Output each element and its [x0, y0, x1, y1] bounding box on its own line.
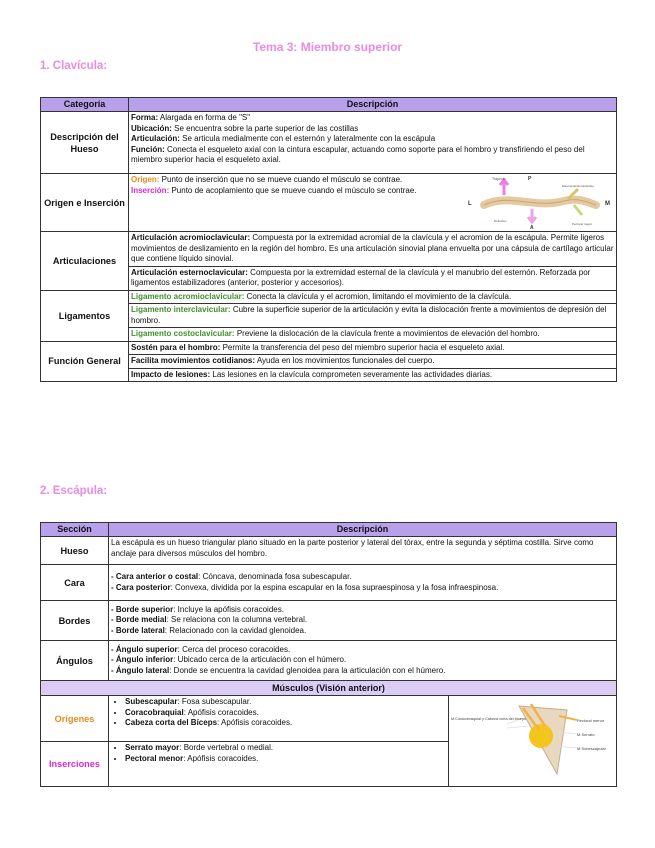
scapula-figure-cell	[449, 696, 617, 787]
cat-hueso: Hueso	[41, 537, 109, 565]
cat-bordes: Bordes	[41, 601, 109, 641]
list-item	[125, 697, 446, 708]
origen-text: Punto de inserción que no se mueve cuando el músculo se contrae.	[159, 175, 403, 184]
cat-cara: Cara	[41, 565, 109, 601]
sosten-label: Sostén para el hombro:	[131, 342, 221, 352]
insercion-label: Inserción:	[131, 185, 170, 195]
lig-acromio-text: Conecta la clavícula y el acromion, limitando el movimiento de la clavícula.	[244, 291, 512, 301]
fig-label-deltoides: Deltoides	[494, 219, 507, 223]
funcion-label: Función:	[131, 144, 165, 154]
serrato-label: Serrato mayor	[125, 743, 180, 753]
origenes-cell	[109, 696, 449, 742]
borde-lateral-text: : Relacionado con la cavidad glenoidea.	[164, 625, 307, 635]
fig-label-coracobraquial: M.Coracobraquial y Cabeza corta del bíceps	[451, 717, 526, 721]
cat-articulaciones: Articulaciones	[41, 232, 129, 291]
list-item	[125, 754, 446, 765]
funcion-lesiones	[129, 368, 617, 382]
cat-funcion-general: Función General	[41, 341, 129, 382]
ligamento-interclavicular	[129, 304, 617, 328]
pectoral-menor-text: : Apófisis coracoides.	[183, 753, 259, 763]
clavicula-table	[40, 97, 617, 382]
fig-label-esterno: Esternocleidomastoideo	[562, 184, 595, 188]
funcion-sosten	[129, 341, 617, 355]
lig-acromio-label: Ligamento acromioclavicular:	[131, 291, 245, 301]
fig-label-pectoral-menor: Pectoral menor	[577, 718, 605, 723]
header-descripcion-2: Descripción	[109, 523, 617, 537]
origen-label: Origen:	[131, 175, 160, 184]
borde-superior-label: - Borde superior	[111, 604, 174, 614]
subescapular-label: Subescapular	[125, 697, 178, 706]
fig-label-serrato: M.Serrato	[577, 732, 595, 737]
borde-superior-text: : Incluye la apófisis coracoides.	[173, 604, 284, 614]
section-heading-escapula: 2. Escápula:	[40, 485, 108, 497]
biceps-label: Cabeza corta del Bíceps	[125, 718, 218, 727]
art-esterno-label: Articulación esternoclavicular:	[131, 267, 248, 277]
header-seccion: Sección	[41, 523, 109, 537]
header-categoria: Categoría	[41, 98, 129, 112]
coracobraquial-text: : Apófisis coracoides.	[183, 707, 259, 717]
borde-lateral-label: - Borde lateral	[111, 625, 165, 635]
art-esterno-text: Compuesta por la extremidad esternal de la clavícula y el manubrio del esternón. Reforzada por ligamentos estabilizadores (anterior, posterior y accesorios).	[131, 267, 591, 287]
insercion-text: Punto de acoplamiento que se mueve cuando el músculo se contrae.	[169, 185, 417, 195]
articulacion-acromioclavicular	[129, 232, 617, 267]
fig-label-p: P	[528, 176, 532, 182]
ligamento-costoclavicular	[129, 328, 617, 342]
fig-label-pectoral: Pectoral mayor	[572, 222, 593, 226]
cat-angulos: Ángulos	[41, 641, 109, 681]
cara-posterior-text: : Convexa, dividida por la espina escapular en la fosa supraespinosa y la fosa infraespinosa.	[170, 582, 499, 592]
funcion-movimientos	[129, 355, 617, 369]
coracobraquial-label: Coracobraquial	[125, 707, 184, 717]
articulacion-label: Articulación:	[131, 134, 180, 143]
articulacion-esternoclavicular	[129, 266, 617, 290]
fig-label-trapecio: Trapecio	[492, 177, 506, 181]
scapula-muscle-diagram	[449, 696, 615, 782]
list-item	[125, 708, 446, 719]
cat-origen-insercion: Origen e Inserción	[41, 174, 129, 232]
ubicacion-label: Ubicación:	[131, 123, 172, 133]
lesiones-text: Las lesiones en la clavícula comprometen severamente las actividades diarias.	[210, 369, 493, 379]
angulo-lateral-text: : Donde se encuentra la cavidad glenoidea para la articulación con el húmero.	[169, 665, 446, 675]
fig-label-subescapular: M.Subescapular	[577, 746, 606, 751]
subescapular-text: : Fosa subescapular.	[177, 697, 252, 706]
angulos-cell	[109, 641, 617, 681]
ligamento-acromioclavicular	[129, 290, 617, 304]
cara-anterior-text: : Cóncava, denominada fosa subescapular.	[198, 572, 352, 581]
list-item	[125, 718, 446, 729]
lig-inter-label: Ligamento interclavicular:	[131, 305, 231, 314]
cat-origenes: Orígenes	[41, 696, 109, 742]
angulo-inferior-label: - Ángulo inferior	[111, 655, 174, 665]
movimientos-text: Ayuda en los movimientos funcionales del cuerpo.	[255, 356, 435, 365]
serrato-text: : Borde vertebral o medial.	[179, 743, 274, 753]
forma-label: Forma:	[131, 113, 159, 122]
cara-cell	[109, 565, 617, 601]
biceps-text: : Apófisis coracoides.	[217, 718, 293, 727]
forma-text: Alargada en forma de "S"	[158, 113, 251, 122]
lig-costo-label: Ligamento costoclavicular:	[131, 329, 235, 338]
fig-label-a: A	[530, 225, 534, 230]
desc-hueso-cell	[129, 112, 617, 174]
clavicle-muscle-diagram	[464, 175, 614, 230]
movimientos-label: Facilita movimientos cotidianos:	[131, 356, 256, 365]
cara-posterior-label: - Cara posterior	[111, 582, 171, 592]
musculos-subheader: Músculos (Visión anterior)	[41, 681, 617, 696]
fig-label-m: M	[605, 201, 610, 207]
angulo-inferior-text: : Ubicado cerca de la articulación con el húmero.	[173, 655, 347, 665]
escapula-table	[40, 522, 617, 787]
cat-inserciones: Inserciones	[41, 742, 109, 786]
lig-inter-text: Cubre la superficie superior de la articulación y evita la dislocación frente a movimientos de depresión del hombro.	[131, 305, 607, 325]
inserciones-cell	[109, 742, 449, 786]
section-heading-clavicula: 1. Clavícula:	[40, 60, 108, 72]
lesiones-label: Impacto de lesiones:	[131, 369, 211, 379]
funcion-text: Conecta el esqueleto axial con la cintura escapular, actuando como soporte para el hombro y transfiriendo el peso del miembro superior hacia el esqueleto axial.	[131, 144, 585, 164]
bordes-cell	[109, 601, 617, 641]
page-title: Tema 3: Miembro superior	[252, 40, 403, 54]
art-acromio-label: Articulación acromioclavicular:	[131, 233, 251, 242]
borde-medial-label: - Borde medial	[111, 615, 167, 625]
art-acromio-text: Compuesta por la extremidad acromial de la clavícula y el acromion de la escápula. Permite ligeros movimientos de deslizamiento en la región del hombro. Es una articulación sinovial plana envuelta por una cápsula de cartílago articular que contiene líquido sinovial.	[131, 233, 614, 263]
angulo-lateral-label: - Ángulo lateral	[111, 665, 170, 675]
header-descripcion: Descripción	[129, 98, 617, 112]
angulo-superior-label: - Ángulo superior	[111, 644, 178, 654]
articulacion-text: Se articula medialmente con el esternón y lateralmente con la escápula	[179, 134, 436, 143]
fig-label-l: L	[468, 201, 472, 207]
ubicacion-text: Se encuentra sobre la parte superior de las costillas	[171, 123, 359, 133]
lig-costo-text: Previene la dislocación de la clavícula frente a movimientos de elevación del hombro.	[234, 329, 540, 338]
borde-medial-text: : Se relaciona con la columna vertebral.	[166, 615, 308, 625]
hueso-text: La escápula es un hueso triangular plano situado en la parte posterior y lateral del tórax, entre la segunda y séptima costilla. Sirve como anclaje para diversos músculos del hombro.	[109, 537, 617, 565]
origen-insercion-cell	[129, 174, 617, 232]
angulo-superior-text: : Cerca del proceso coracoides.	[177, 644, 291, 654]
cat-ligamentos: Ligamentos	[41, 290, 129, 341]
cara-anterior-label: - Cara anterior o costal	[111, 572, 199, 581]
sosten-text: Permite la transferencia del peso del miembro superior hacia el esqueleto axial.	[220, 342, 505, 352]
cat-descripcion-hueso: Descripción del Hueso	[41, 112, 129, 174]
list-item	[125, 743, 446, 754]
pectoral-menor-label: Pectoral menor	[125, 753, 184, 763]
